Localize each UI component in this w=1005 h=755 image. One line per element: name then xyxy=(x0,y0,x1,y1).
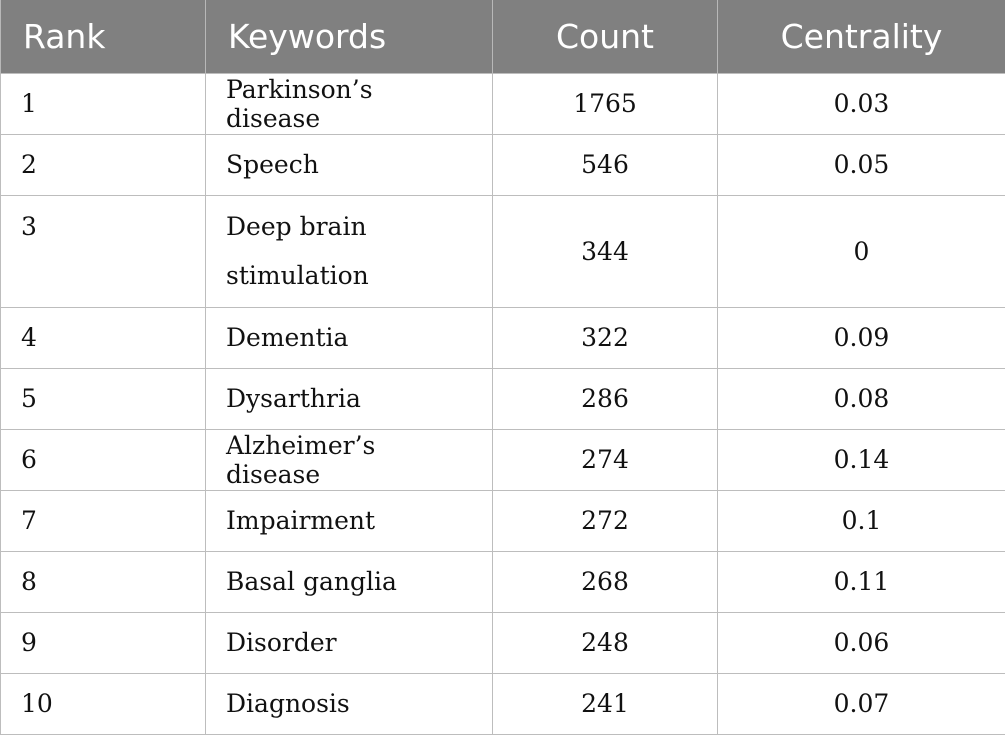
count-cell: 274 xyxy=(493,429,718,490)
rank-cell: 3 xyxy=(1,195,206,307)
table-row xyxy=(1,429,1005,490)
table-row xyxy=(1,490,1005,551)
keyword-cell: Alzheimer’s disease xyxy=(206,429,493,490)
count-cell: 241 xyxy=(493,673,718,734)
rank-cell: 6 xyxy=(1,429,206,490)
table-body xyxy=(1,73,1005,734)
keyword-cell: Deep brain stimulation xyxy=(206,195,493,307)
centrality-cell: 0.03 xyxy=(718,73,1005,134)
header-keywords: Keywords xyxy=(206,0,493,73)
table-row xyxy=(1,673,1005,734)
table-row xyxy=(1,134,1005,195)
keyword-cell: Dysarthria xyxy=(206,368,493,429)
rank-cell: 8 xyxy=(1,551,206,612)
keyword-cell: Diagnosis xyxy=(206,673,493,734)
count-cell: 268 xyxy=(493,551,718,612)
rank-cell: 7 xyxy=(1,490,206,551)
centrality-cell: 0.14 xyxy=(718,429,1005,490)
keyword-cell: Speech xyxy=(206,134,493,195)
count-cell: 286 xyxy=(493,368,718,429)
table-row xyxy=(1,368,1005,429)
table-row xyxy=(1,612,1005,673)
header-centrality: Centrality xyxy=(718,0,1005,73)
centrality-cell: 0.05 xyxy=(718,134,1005,195)
header-rank: Rank xyxy=(1,0,206,73)
keyword-cell: Impairment xyxy=(206,490,493,551)
table-row xyxy=(1,551,1005,612)
keyword-cell: Basal ganglia xyxy=(206,551,493,612)
table-row xyxy=(1,195,1005,307)
centrality-cell: 0.06 xyxy=(718,612,1005,673)
count-cell: 546 xyxy=(493,134,718,195)
count-cell: 344 xyxy=(493,195,718,307)
header-count: Count xyxy=(493,0,718,73)
keyword-cell: Disorder xyxy=(206,612,493,673)
rank-cell: 10 xyxy=(1,673,206,734)
count-cell: 248 xyxy=(493,612,718,673)
centrality-cell: 0.11 xyxy=(718,551,1005,612)
count-cell: 1765 xyxy=(493,73,718,134)
rank-cell: 2 xyxy=(1,134,206,195)
table-header xyxy=(1,0,1005,73)
header-row xyxy=(1,0,1005,73)
keyword-cell: Parkinson’s disease xyxy=(206,73,493,134)
centrality-cell: 0.07 xyxy=(718,673,1005,734)
rank-cell: 9 xyxy=(1,612,206,673)
centrality-cell: 0.1 xyxy=(718,490,1005,551)
table-row xyxy=(1,307,1005,368)
count-cell: 322 xyxy=(493,307,718,368)
rank-cell: 5 xyxy=(1,368,206,429)
rank-cell: 4 xyxy=(1,307,206,368)
centrality-cell: 0 xyxy=(718,195,1005,307)
table-row xyxy=(1,73,1005,134)
count-cell: 272 xyxy=(493,490,718,551)
centrality-cell: 0.08 xyxy=(718,368,1005,429)
rank-cell: 1 xyxy=(1,73,206,134)
keyword-cell: Dementia xyxy=(206,307,493,368)
centrality-cell: 0.09 xyxy=(718,307,1005,368)
